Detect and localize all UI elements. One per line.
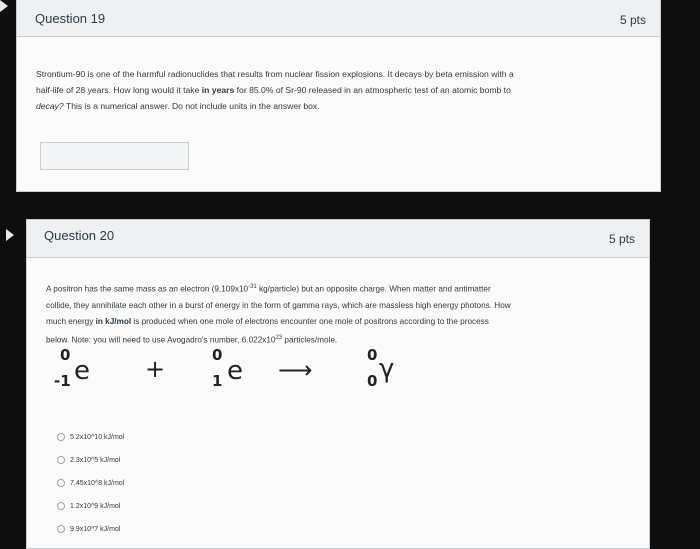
electron-charge-number: -1 xyxy=(54,372,71,390)
radio-button[interactable] xyxy=(57,479,65,487)
answer-option-3[interactable] xyxy=(57,476,124,490)
question-19-header xyxy=(17,0,660,37)
question-20-line-4: below. Note: you will need to use Avogadro's number, $6.022x10^{23}$ particles/mole. xyxy=(46,334,338,345)
gamma-symbol: γ xyxy=(379,354,395,384)
answer-option-label: 9.9x10^7 kJ/mol xyxy=(70,525,121,533)
positron-mass-number: 0 xyxy=(212,346,223,364)
question-19-text xyxy=(36,66,656,114)
question-20-line-2: collide, they annihilate each other in a burst of energy in the form of gamma rays, which are massless high energy photons. How xyxy=(46,300,511,310)
positron-charge-number: 1 xyxy=(212,372,223,390)
answer-option-4[interactable] xyxy=(57,499,120,513)
question-19-answer-input[interactable] xyxy=(40,142,189,170)
radio-button[interactable] xyxy=(57,433,65,441)
electron-symbol: e xyxy=(74,356,90,386)
answer-option-label: 7.45x10^8 kJ/mol xyxy=(70,479,125,487)
answer-option-label: 1.2x10^9 kJ/mol xyxy=(70,502,121,510)
answer-option-2[interactable] xyxy=(57,453,120,467)
question-19-card xyxy=(16,0,661,192)
answer-option-label: 2.3x10^5 kJ/mol xyxy=(70,456,121,464)
question-20-flag-icon[interactable] xyxy=(6,229,14,241)
radio-button[interactable] xyxy=(57,502,65,510)
question-19-flag-icon[interactable] xyxy=(0,0,8,12)
question-19-points: 5 pts xyxy=(619,13,646,27)
answer-option-1[interactable] xyxy=(57,430,124,444)
question-19-title: Question 19 xyxy=(35,11,106,26)
electron-mass-number: 0 xyxy=(60,346,71,364)
question-20-line-3: much energy in kJ/mol is produced when one mole of electrons encounter one mole of positrons according to the process xyxy=(46,316,489,326)
answer-option-5[interactable] xyxy=(57,522,120,536)
reaction-arrow: ⟶ xyxy=(278,356,313,384)
question-20-title: Question 20 xyxy=(44,228,115,243)
question-19-line-1: Strontium-90 is one of the harmful radionuclides that results from nuclear fission explosions. It decays by beta emission with a xyxy=(36,69,514,79)
question-20-line-1: A positron has the same mass as an electron ($9.109x10^{-31}$ kg/particle) but an opposite charge. When matter and antimatter xyxy=(46,284,491,294)
radio-button[interactable] xyxy=(57,456,65,464)
positron-symbol: e xyxy=(227,356,243,386)
question-19-line-2: half-life of 28 years. How long would it take in years for 85.0% of Sr-90 released in an atmospheric test of an atomic bomb to xyxy=(36,85,511,95)
gamma-mass-number: 0 xyxy=(367,346,378,364)
answer-option-label: 5.2x10^10 kJ/mol xyxy=(70,433,125,441)
plus-sign: + xyxy=(145,355,166,383)
question-20-header xyxy=(27,220,649,258)
gamma-charge-number: 0 xyxy=(367,372,378,390)
radio-button[interactable] xyxy=(57,525,65,533)
question-20-card xyxy=(26,219,650,549)
question-20-points: 5 pts xyxy=(608,232,635,246)
question-20-text xyxy=(46,279,646,348)
annihilation-equation xyxy=(27,344,627,404)
question-19-line-3: decay? This is a numerical answer. Do not include units in the answer box. xyxy=(36,101,320,111)
